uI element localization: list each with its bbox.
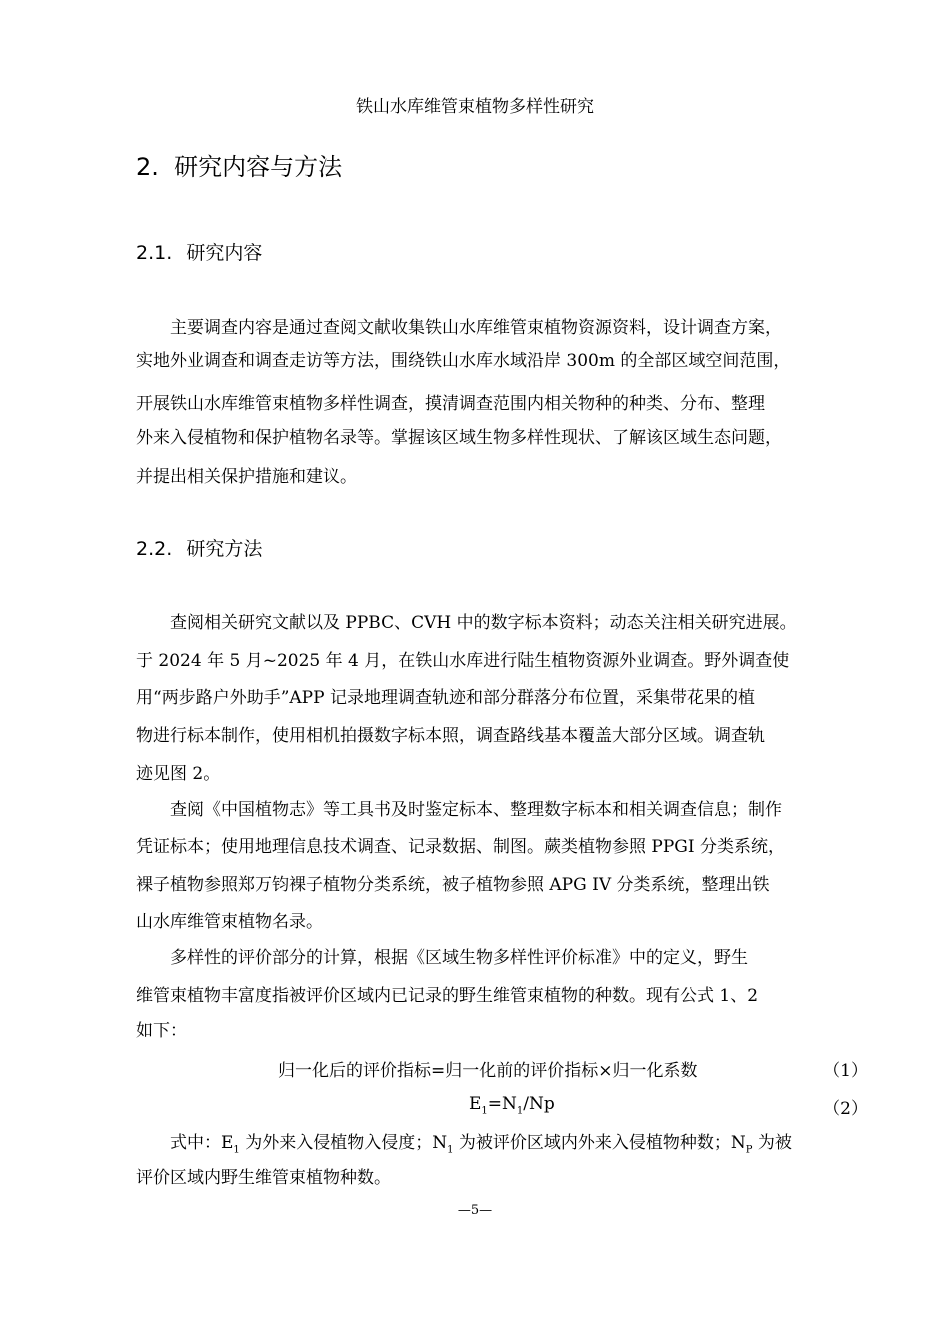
subscript: 1 (516, 1105, 524, 1117)
subscript: 1 (447, 1144, 454, 1156)
section-title: 研究内容与方法 (174, 153, 343, 181)
text-fragment: 为被评价区域内外来入侵植物种数；N (453, 1133, 746, 1153)
text-line: 主要调查内容是通过查阅文献收集铁山水库维管束植物资源资料，设计调查方案， (170, 318, 782, 338)
section-title: 研究方法 (186, 538, 263, 560)
text-line: 维管束植物丰富度指被评价区域内已记录的野生维管束植物的种数。现有公式 1、2 (136, 986, 759, 1006)
text-line: 并提出相关保护措施和建议。 (136, 467, 357, 487)
formula-part: E (469, 1094, 482, 1114)
text-fragment: 为外来入侵植物入侵度；N (239, 1133, 448, 1153)
text-line: 山水库维管束植物名录。 (136, 912, 323, 932)
text-line: 如下： (136, 1021, 187, 1041)
text-line: 评价区域内野生维管束植物种数。 (136, 1168, 391, 1188)
formula-text (469, 1094, 555, 1116)
formula-text: 归一化后的评价指标=归一化前的评价指标×归一化系数 (278, 1061, 698, 1081)
subscript: 1 (233, 1144, 240, 1156)
text-line: 凭证标本；使用地理信息技术调查、记录数据、制图。蕨类植物参照 PPGI 分类系统， (136, 837, 785, 857)
text-line: 裸子植物参照郑万钧裸子植物分类系统，被子植物参照 APG IV 分类系统，整理出铁 (136, 875, 770, 895)
text-line: 实地外业调查和调查走访等方法，围绕铁山水库水域沿岸 300m 的全部区域空间范围， (136, 351, 791, 371)
formula-number: （1） (823, 1061, 868, 1081)
text-line: 外来入侵植物和保护植物名录等。掌握该区域生物多样性现状、了解该区域生态问题， (136, 428, 782, 448)
text-fragment: 式中：E (170, 1133, 234, 1153)
section-2-1-heading (136, 238, 262, 265)
text-line: 查阅相关研究文献以及 PPBC、CVH 中的数字标本资料；动态关注相关研究进展。 (170, 613, 797, 633)
text-line: 用“两步路户外助手”APP 记录地理调查轨迹和部分群落分布位置，采集带花果的植 (136, 688, 755, 708)
section-2-heading (136, 147, 342, 182)
text-line: 迹见图 2。 (136, 764, 221, 784)
formula-part: /Np (523, 1094, 555, 1114)
text-line: 查阅《中国植物志》等工具书及时鉴定标本、整理数字标本和相关调查信息；制作 (170, 800, 782, 820)
subscript: 1 (481, 1105, 488, 1117)
page-number: —5— (457, 1203, 493, 1218)
section-number: 2.2. (136, 538, 173, 560)
text-line: 多样性的评价部分的计算，根据《区域生物多样性评价标准》中的定义，野生 (170, 948, 748, 968)
section-number: 2.1. (136, 242, 173, 264)
section-2-2-heading (136, 534, 262, 561)
text-line: 于 2024 年 5 月~2025 年 4 月，在铁山水库进行陆生植物资源外业调查。野外调查使 (136, 651, 790, 671)
formula-part: =N (487, 1094, 517, 1114)
running-header: 铁山水库维管束植物多样性研究 (356, 97, 594, 117)
text-line: 开展铁山水库维管束植物多样性调查，摸清调查范围内相关物种的种类、分布、整理 (136, 394, 765, 414)
section-number: 2. (136, 153, 159, 181)
formula-number: （2） (823, 1099, 868, 1119)
text-fragment: 为被 (752, 1133, 792, 1153)
subscript: P (745, 1144, 753, 1156)
text-line (170, 1131, 792, 1162)
text-line: 物进行标本制作，使用相机拍摄数字标本照，调查路线基本覆盖大部分区域。调查轨 (136, 726, 765, 746)
section-title: 研究内容 (186, 242, 263, 264)
